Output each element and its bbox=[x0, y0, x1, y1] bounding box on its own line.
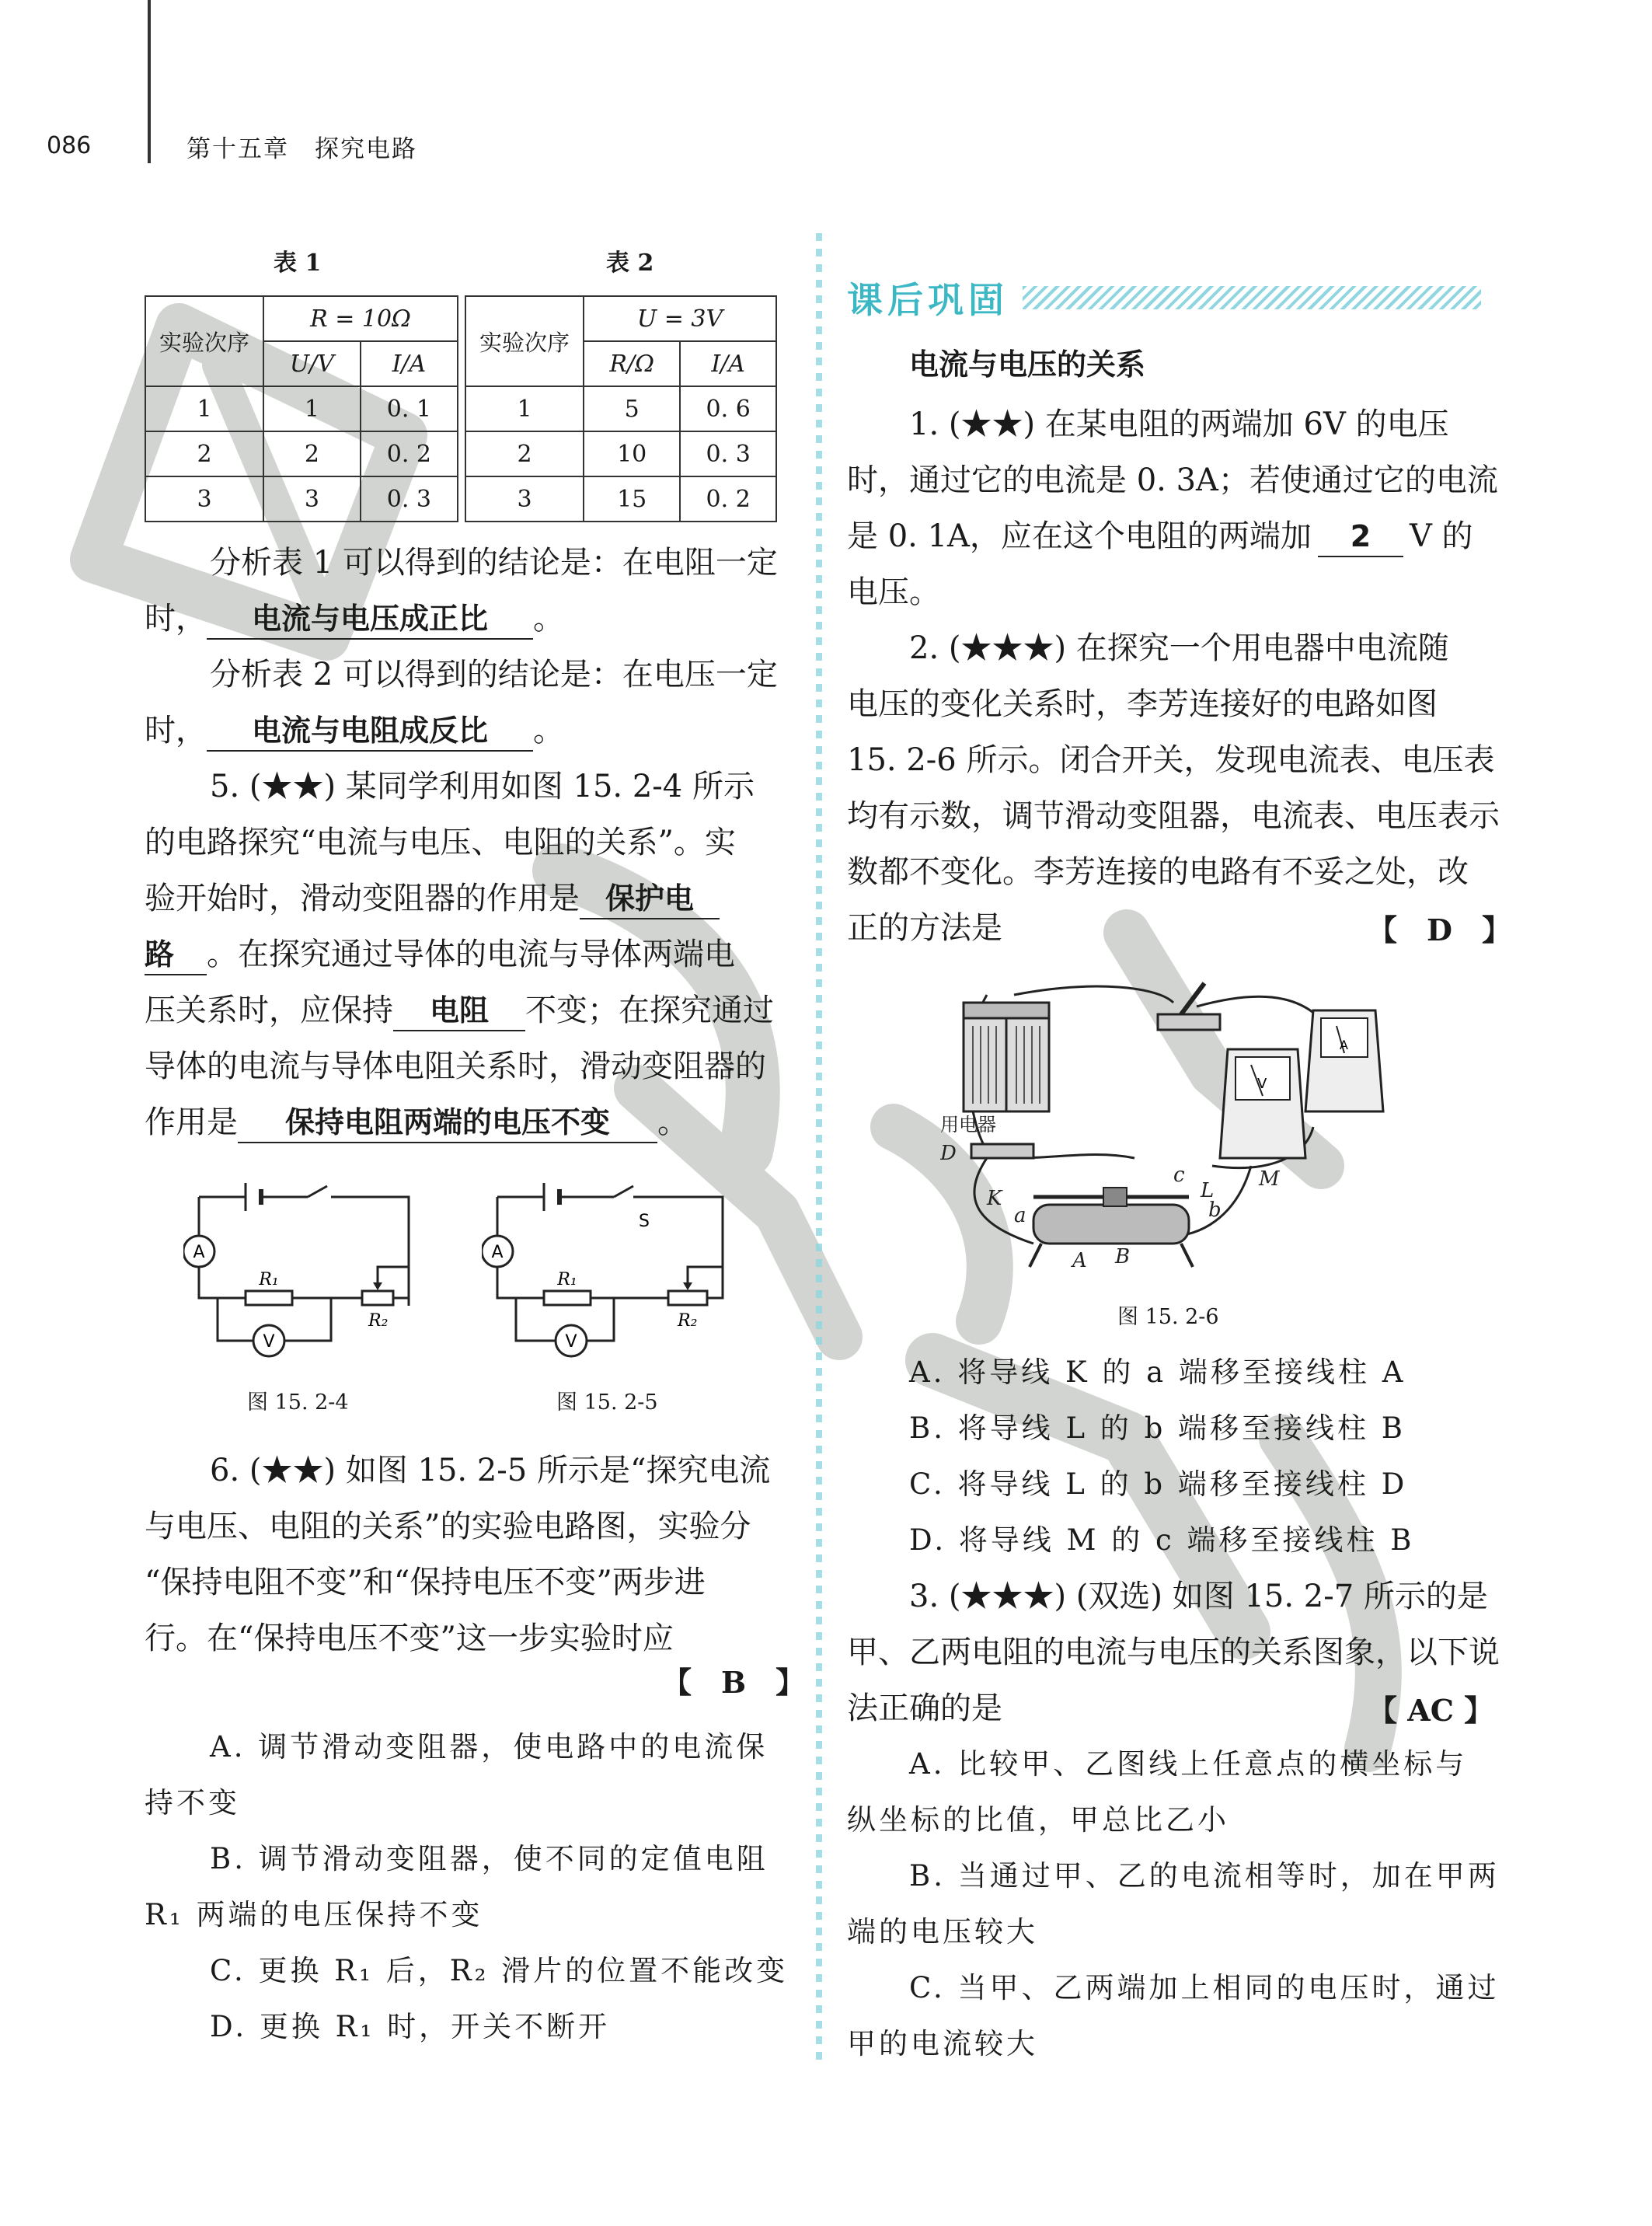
label-B: B bbox=[1115, 1245, 1131, 1268]
q1-line3-suffix: V 的 bbox=[1409, 518, 1473, 554]
voltmeter-icon bbox=[1220, 1049, 1305, 1158]
table-cell: 1 bbox=[263, 386, 361, 431]
q3-answer-bracket: 【 AC 】 bbox=[1368, 1693, 1494, 1728]
q6-option-d: D. 更换 R₁ 时，开关不断开 bbox=[210, 2010, 611, 2043]
table-cell: 3 bbox=[145, 476, 263, 522]
q5-line3 bbox=[145, 871, 720, 926]
header-rule bbox=[148, 0, 151, 163]
voltmeter-label: V bbox=[565, 1332, 577, 1352]
table-row bbox=[145, 476, 458, 522]
switch-icon bbox=[1158, 983, 1220, 1030]
q3-line3: 法正确的是 bbox=[847, 1690, 1002, 1726]
q5-line1: 5. (★★) 某同学利用如图 15. 2-4 所示 bbox=[210, 769, 755, 804]
table2-caption: 表 2 bbox=[606, 249, 654, 277]
chapter-title: 第十五章 探究电路 bbox=[186, 135, 417, 163]
q6-option-c: C. 更换 R₁ 后，R₂ 滑片的位置不能改变 bbox=[210, 1954, 789, 1987]
device-icon bbox=[971, 1144, 1033, 1158]
q2-option-c: C. 将导线 L 的 b 端移至接线柱 D bbox=[909, 1467, 1408, 1501]
switch-label: S bbox=[639, 1212, 650, 1231]
q5-line7-prefix: 作用是 bbox=[145, 1104, 238, 1140]
q6-line4: 行。在“保持电压不变”这一步实验时应 bbox=[145, 1621, 674, 1656]
q5-answer1: 保护电 bbox=[580, 879, 720, 919]
table-cell: 0. 3 bbox=[680, 431, 776, 476]
analysis2-answer: 电流与电阻成反比 bbox=[207, 711, 533, 752]
table-cell: 3 bbox=[465, 476, 584, 522]
table-cell: 5 bbox=[584, 386, 680, 431]
q6-option-b-line2: R₁ 两端的电压保持不变 bbox=[145, 1898, 483, 1931]
table-cell: 2 bbox=[465, 431, 584, 476]
table1-caption: 表 1 bbox=[274, 249, 322, 277]
q2-line6: 正的方法是 bbox=[847, 910, 1002, 946]
q5-answer1-cont: 路 bbox=[145, 935, 207, 975]
q3-option-a-line1: A. 比较甲、乙图线上任意点的横坐标与 bbox=[909, 1747, 1468, 1781]
analysis1-line1: 分析表 1 可以得到的结论是：在电阻一定 bbox=[210, 545, 778, 581]
q1-line4: 电压。 bbox=[847, 574, 940, 610]
q2-option-b: B. 将导线 L 的 b 端移至接线柱 B bbox=[909, 1411, 1406, 1445]
section-title: 课后巩固 bbox=[847, 279, 1009, 321]
q5-line5-prefix: 压关系时，应保持 bbox=[145, 993, 393, 1028]
q1-line1: 1. (★★) 在某电阻的两端加 6V 的电压 bbox=[909, 406, 1449, 442]
analysis2-line2 bbox=[145, 703, 564, 759]
table-row bbox=[465, 476, 776, 522]
q6-option-b-line1: B. 调节滑动变阻器，使不同的定值电阻 bbox=[210, 1842, 768, 1875]
figure-caption-15-2-5: 图 15. 2-5 bbox=[556, 1390, 658, 1415]
table1-col-header: 实验次序 bbox=[145, 296, 263, 386]
q3-line2: 甲、乙两电阻的电流与电压的关系图象，以下说 bbox=[847, 1635, 1500, 1670]
q1-line3-prefix: 是 0. 1A，应在这个电阻的两端加 bbox=[847, 518, 1312, 554]
r2-label: R₂ bbox=[368, 1311, 389, 1331]
ammeter-label: A bbox=[1340, 1038, 1348, 1052]
table1-subheader: I/A bbox=[361, 341, 458, 386]
section-title-stripe bbox=[1023, 286, 1481, 309]
q6-answer-bracket: 【 B 】 bbox=[662, 1665, 806, 1700]
q5-line4 bbox=[145, 926, 735, 982]
q5-line7-suffix: 。 bbox=[657, 1104, 688, 1140]
q2-line2: 电压的变化关系时，李芳连接好的电路如图 bbox=[847, 686, 1438, 722]
q5-line2: 的电路探究“电流与电压、电阻的关系”。实 bbox=[145, 825, 736, 860]
figure-caption-15-2-6: 图 15. 2-6 bbox=[1117, 1305, 1219, 1329]
table-cell: 0. 1 bbox=[361, 386, 458, 431]
label-M: M bbox=[1259, 1167, 1280, 1191]
q2-option-a: A. 将导线 K 的 a 端移至接线柱 A bbox=[909, 1355, 1406, 1389]
subsection-title: 电流与电压的关系 bbox=[909, 347, 1146, 382]
q3-option-c-line2: 甲的电流较大 bbox=[847, 2027, 1038, 2060]
apparatus-figure-15-2-6 bbox=[940, 972, 1391, 1282]
label-L: L bbox=[1201, 1179, 1215, 1202]
table-cell: 0. 6 bbox=[680, 386, 776, 431]
analysis1-line2 bbox=[145, 591, 564, 647]
q2-answer-bracket: 【 D 】 bbox=[1368, 912, 1511, 947]
battery-icon bbox=[964, 1003, 1049, 1111]
table2 bbox=[465, 295, 777, 522]
q5-answer2: 电阻 bbox=[393, 991, 525, 1031]
table-cell: 1 bbox=[465, 386, 584, 431]
circuit-diagram-15-2-4 bbox=[183, 1166, 416, 1368]
analysis2-suffix: 。 bbox=[533, 713, 564, 748]
q5-line3-prefix: 验开始时，滑动变阻器的作用是 bbox=[145, 881, 580, 916]
q3-option-b-line2: 端的电压较大 bbox=[847, 1915, 1038, 1949]
q3-option-b-line1: B. 当通过甲、乙的电流相等时，加在甲两 bbox=[909, 1859, 1500, 1893]
q2-line3: 15. 2-6 所示。闭合开关，发现电流表、电压表 bbox=[847, 742, 1495, 778]
table1 bbox=[145, 295, 458, 522]
table2-subheader: R/Ω bbox=[584, 341, 680, 386]
q2-option-d: D. 将导线 M 的 c 端移至接线柱 B bbox=[909, 1523, 1415, 1557]
voltmeter-label: V bbox=[263, 1332, 275, 1352]
table2-subheader: I/A bbox=[680, 341, 776, 386]
q1-line3 bbox=[847, 508, 1473, 564]
page-number: 086 bbox=[47, 132, 92, 159]
r2-label: R₂ bbox=[678, 1311, 698, 1331]
q5-answer3: 保持电阻两端的电压不变 bbox=[238, 1103, 657, 1143]
q5-line4-text: 。在探究通过导体的电流与导体两端电 bbox=[207, 937, 735, 972]
analysis1-suffix: 。 bbox=[533, 601, 564, 637]
q2-line5: 数都不变化。李芳连接的电路有不妥之处，改 bbox=[847, 854, 1469, 890]
q5-line5-suffix: 不变；在探究通过 bbox=[525, 993, 774, 1028]
table2-group-header: U = 3V bbox=[584, 296, 776, 341]
table-cell: 10 bbox=[584, 431, 680, 476]
label-device: 用电器 bbox=[940, 1114, 996, 1136]
analysis2-prefix: 时， bbox=[145, 713, 207, 748]
table-cell: 0. 3 bbox=[361, 476, 458, 522]
ammeter-icon bbox=[1305, 1010, 1383, 1111]
table-cell: 0. 2 bbox=[680, 476, 776, 522]
q6-line3: “保持电阻不变”和“保持电压不变”两步进 bbox=[145, 1565, 706, 1600]
analysis1-prefix: 时， bbox=[145, 601, 207, 637]
label-K: K bbox=[987, 1187, 1002, 1210]
table1-subheader: U/V bbox=[263, 341, 361, 386]
column-divider bbox=[816, 233, 822, 2060]
voltmeter-label: V bbox=[1257, 1076, 1267, 1092]
analysis2-line1: 分析表 2 可以得到的结论是：在电压一定 bbox=[210, 657, 778, 693]
q5-line7 bbox=[145, 1094, 688, 1150]
figure-caption-15-2-4: 图 15. 2-4 bbox=[247, 1390, 349, 1415]
table-row bbox=[145, 386, 458, 431]
q6-option-a-line1: A. 调节滑动变阻器，使电路中的电流保 bbox=[210, 1730, 768, 1764]
label-c: c bbox=[1173, 1164, 1185, 1187]
table-cell: 1 bbox=[145, 386, 263, 431]
q2-line4: 均有示数，调节滑动变阻器，电流表、电压表示 bbox=[847, 798, 1500, 834]
q6-option-a-line2: 持不变 bbox=[145, 1786, 240, 1820]
ammeter-label: A bbox=[491, 1243, 504, 1262]
table-cell: 15 bbox=[584, 476, 680, 522]
label-D: D bbox=[940, 1142, 957, 1165]
q3-line1: 3. (★★★) (双选) 如图 15. 2-7 所示的是 bbox=[909, 1579, 1488, 1614]
q6-line2: 与电压、电阻的关系”的实验电路图，实验分 bbox=[145, 1509, 751, 1544]
table-cell: 2 bbox=[145, 431, 263, 476]
analysis1-answer: 电流与电压成正比 bbox=[207, 599, 533, 640]
rheostat-icon bbox=[1030, 1188, 1193, 1267]
q1-line2: 时，通过它的电流是 0. 3A；若使通过它的电流 bbox=[847, 462, 1498, 498]
table-row bbox=[145, 431, 458, 476]
r1-label: R₁ bbox=[259, 1270, 279, 1289]
q5-line6: 导体的电流与导体电阻关系时，滑动变阻器的 bbox=[145, 1048, 766, 1084]
q3-option-a-line2: 纵坐标的比值，甲总比乙小 bbox=[847, 1803, 1229, 1837]
table-cell: 3 bbox=[263, 476, 361, 522]
ammeter-label: A bbox=[193, 1243, 205, 1262]
label-b: b bbox=[1208, 1198, 1222, 1222]
table-row bbox=[465, 386, 776, 431]
table2-col-header: 实验次序 bbox=[465, 296, 584, 386]
table-row bbox=[465, 431, 776, 476]
label-A: A bbox=[1072, 1249, 1087, 1272]
label-a: a bbox=[1014, 1204, 1026, 1227]
q3-option-c-line1: C. 当甲、乙两端加上相同的电压时，通过 bbox=[909, 1971, 1500, 2004]
circuit-diagram-15-2-5 bbox=[482, 1166, 730, 1368]
table-cell: 0. 2 bbox=[361, 431, 458, 476]
q1-answer: 2 bbox=[1318, 517, 1403, 557]
q2-line1: 2. (★★★) 在探究一个用电器中电流随 bbox=[909, 630, 1449, 666]
table-cell: 2 bbox=[263, 431, 361, 476]
r1-label: R₁ bbox=[557, 1270, 577, 1289]
q5-line5 bbox=[145, 982, 774, 1038]
table1-group-header: R = 10Ω bbox=[263, 296, 458, 341]
q6-line1: 6. (★★) 如图 15. 2-5 所示是“探究电流 bbox=[210, 1453, 771, 1488]
